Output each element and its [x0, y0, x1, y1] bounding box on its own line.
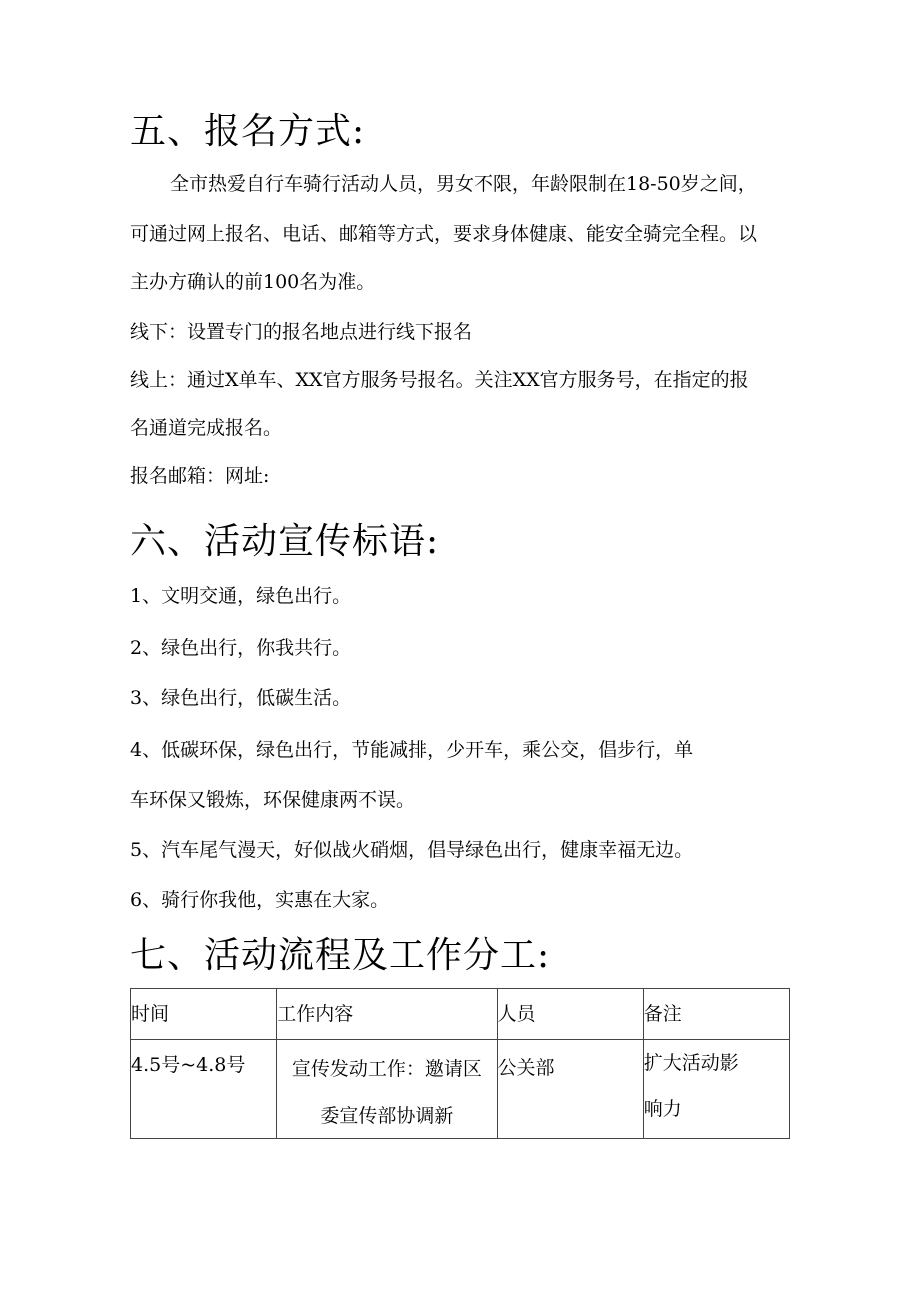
column-header-time: 时间	[131, 989, 277, 1040]
column-header-content: 工作内容	[277, 989, 497, 1040]
cell-content	[277, 1040, 497, 1139]
paragraph-line: 可通过网上报名、电话、邮箱等方式，要求身体健康、能安全骑完全程。以	[130, 223, 758, 245]
slogan-item: 3、绿色出行，低碳生活。	[130, 687, 352, 709]
cell-staff	[497, 1040, 643, 1139]
cell-time	[131, 1040, 277, 1139]
paragraph-line: 线上：通过X单车、XX官方服务号报名。关注XX官方服务号，在指定的报	[130, 369, 749, 391]
section-5-heading: 五、报名方式:	[130, 111, 366, 152]
cell-staff-text: 公关部	[497, 1057, 555, 1079]
paragraph-line: 报名邮箱：网址:	[130, 465, 270, 487]
cell-content-line: 宣传发动工作：邀请区	[291, 1058, 482, 1080]
slogan-item: 4、低碳环保，绿色出行，节能减排，少开车，乘公交，倡步行，单	[130, 739, 694, 761]
paragraph-line: 全市热爱自行车骑行活动人员，男女不限，年龄限制在18-50岁之间，	[170, 173, 757, 195]
paragraph-line: 线下：设置专门的报名地点进行线下报名	[130, 321, 473, 343]
table-header-row	[131, 989, 790, 1040]
section-6-heading: 六、活动宣传标语:	[130, 521, 440, 562]
workflow-table	[130, 988, 790, 1139]
paragraph-line: 主办方确认的前100名为准。	[130, 271, 376, 293]
column-header-note: 备注	[643, 989, 789, 1040]
slogan-item: 5、汽车尾气漫天，好似战火硝烟，倡导绿色出行，健康幸福无边。	[130, 839, 694, 861]
cell-time-text: 4.5号~4.8号	[131, 1054, 246, 1076]
paragraph-line: 名通道完成报名。	[130, 417, 283, 439]
slogan-item: 2、绿色出行，你我共行。	[130, 637, 352, 659]
cell-note-line: 扩大活动影	[643, 1052, 739, 1074]
cell-note-line: 响力	[643, 1098, 682, 1120]
cell-content-line: 委宣传部协调新	[320, 1105, 454, 1127]
slogan-item: 1、文明交通，绿色出行。	[130, 585, 352, 607]
table-row	[131, 1040, 790, 1139]
cell-note	[643, 1040, 789, 1139]
section-7-heading: 七、活动流程及工作分工:	[130, 935, 551, 976]
slogan-item: 6、骑行你我他，实惠在大家。	[130, 889, 390, 911]
slogan-item: 车环保又锻炼，环保健康两不误。	[130, 789, 416, 811]
column-header-staff: 人员	[497, 989, 643, 1040]
